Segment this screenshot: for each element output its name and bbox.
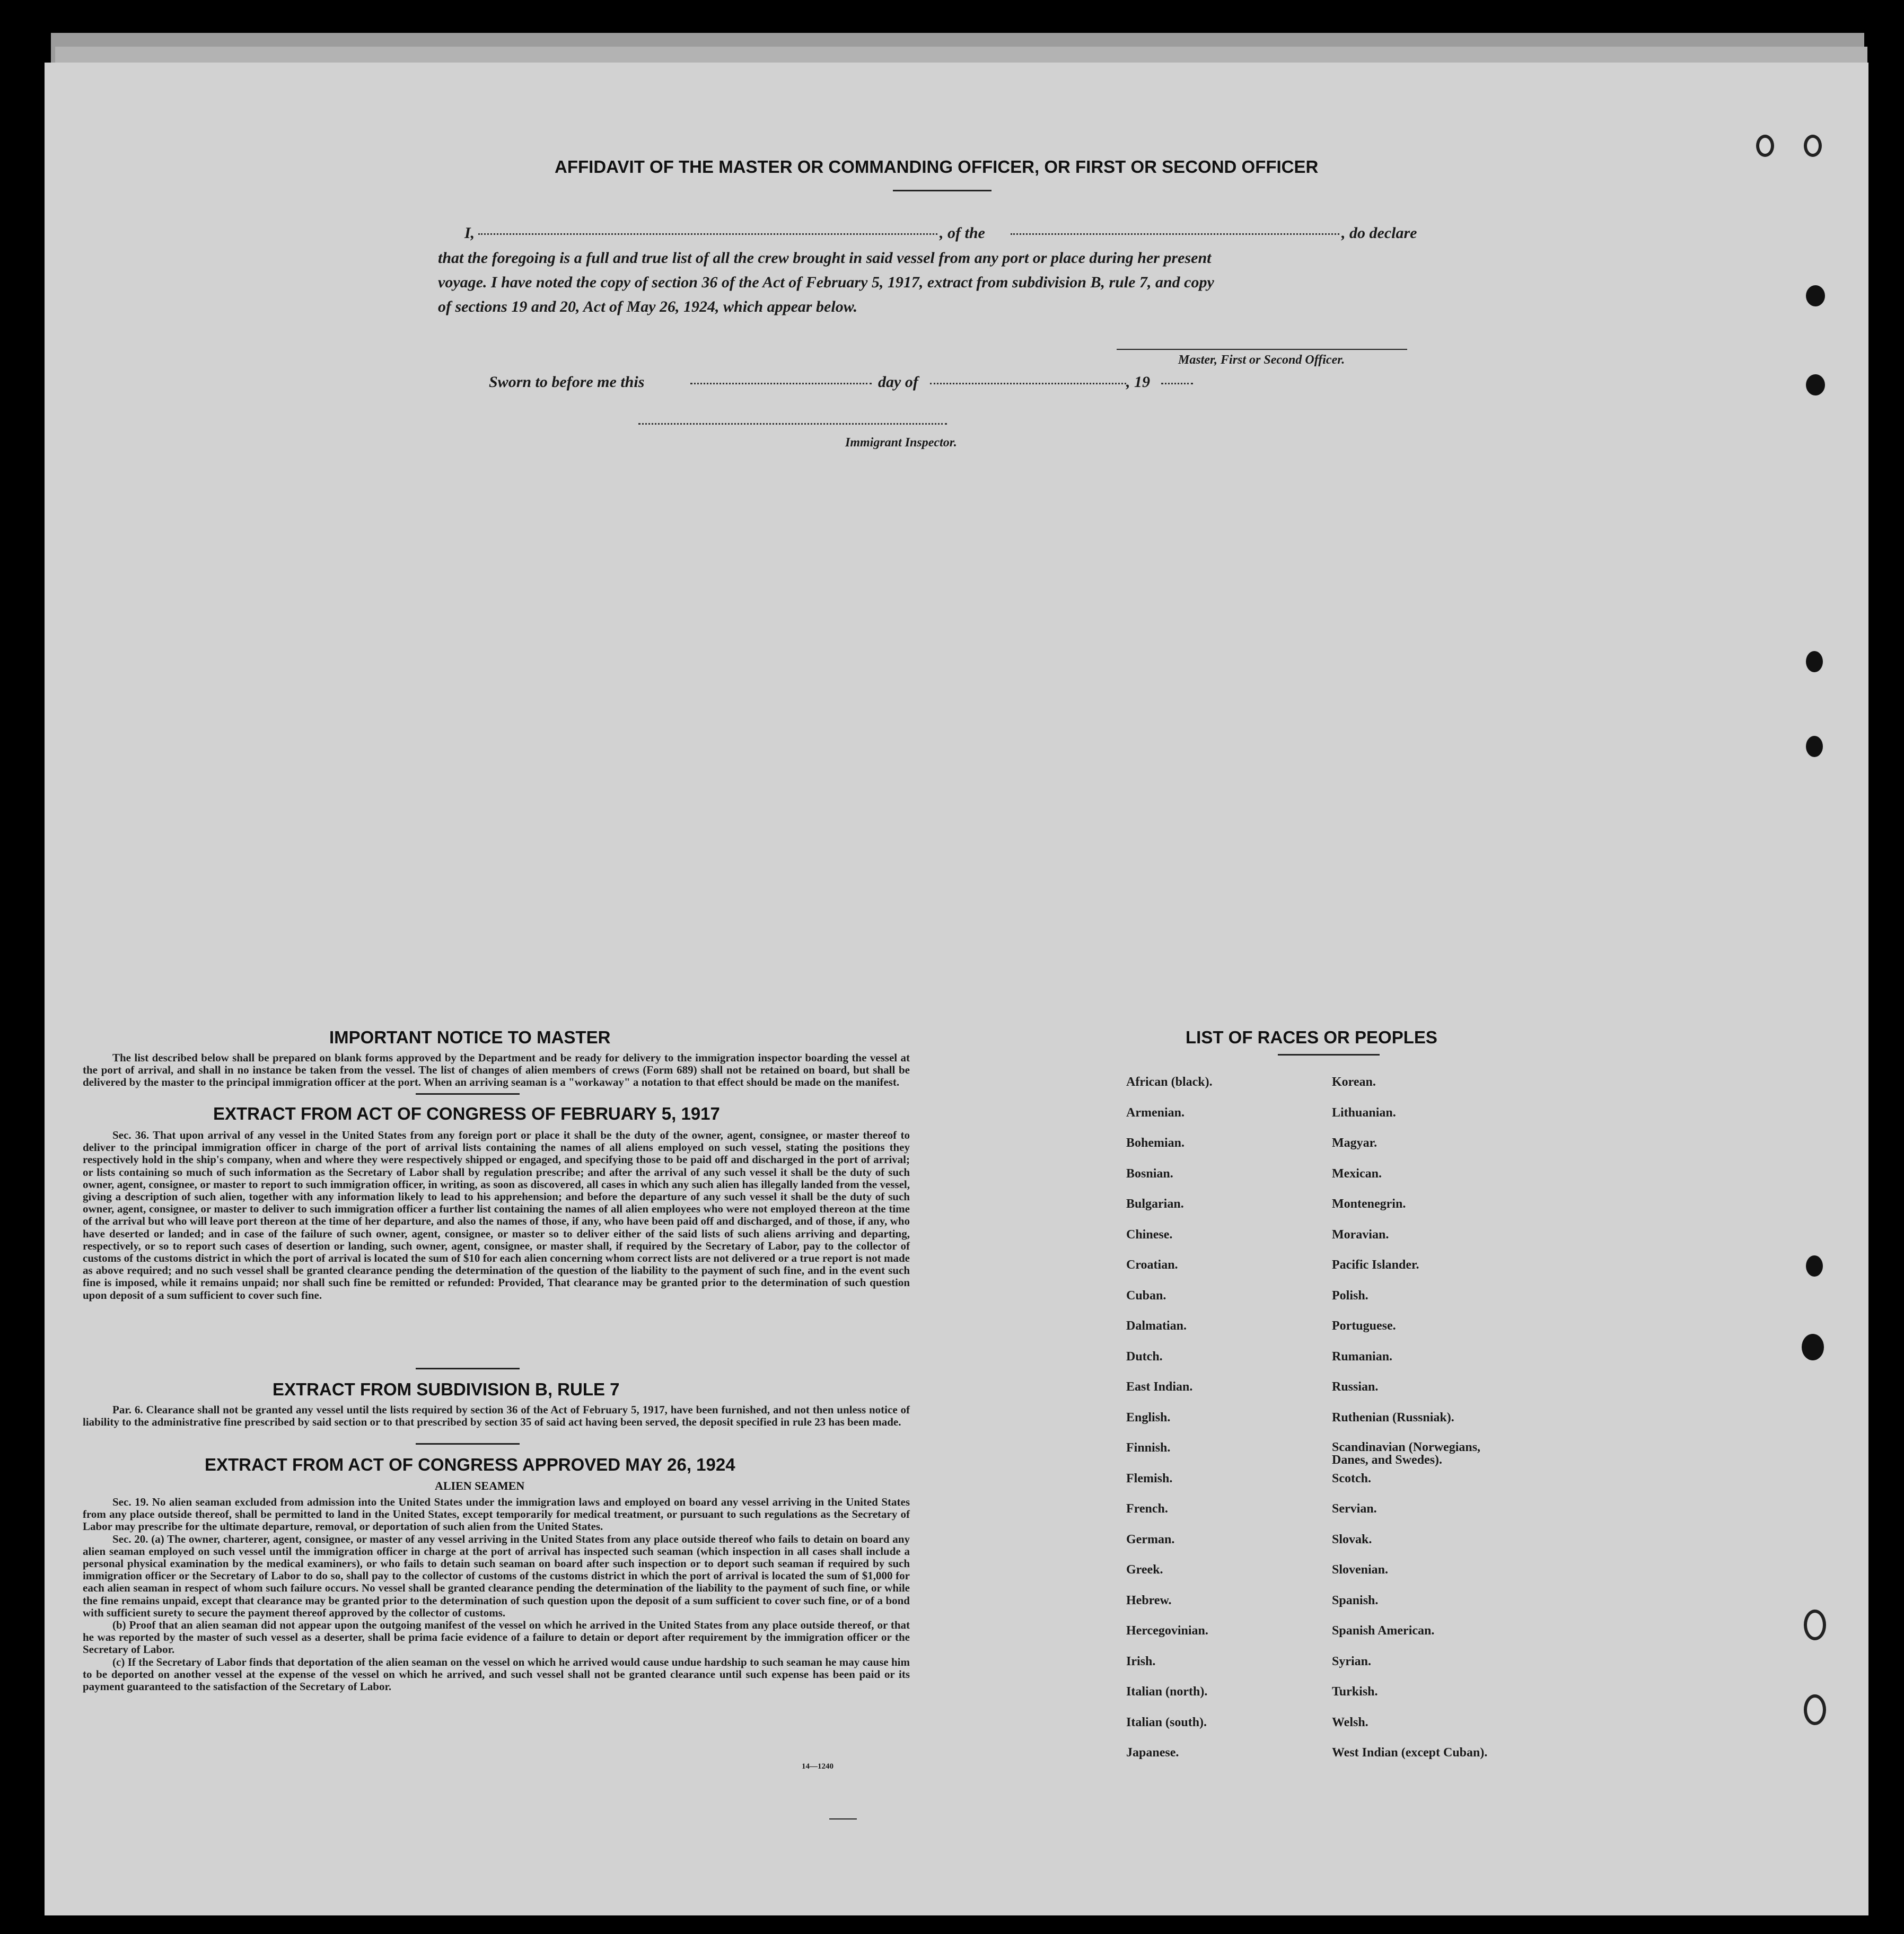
race-entry: Polish. bbox=[1332, 1288, 1368, 1303]
section-20b: (b) Proof that an alien seaman did not appear upon the outgoing manifest of the vessel on which he arrived in the United States from any place outside thereof, or that he was reported by the master of such vessel as a deserter, shall be prima facie evidence of a failure to detain or deport after requirement by the immigration officer or the Secretary of Labor. bbox=[83, 1619, 910, 1656]
race-entry: Scandinavian (Norwegians, Danes, and Swedes). bbox=[1332, 1440, 1481, 1467]
race-entry: Flemish. bbox=[1126, 1471, 1173, 1485]
section-20c: (c) If the Secretary of Labor finds that deportation of the alien seaman on the vessel on which he arrived would cause undue hardship to such seaman he may cause him to be deported on another vessel at the expense of the vessel on which he arrived, and such vessel shall not be granted clearance until such expense has been paid or its payment guaranteed to the satisfaction of the Secretary of Labor. bbox=[83, 1655, 910, 1693]
punch-hole bbox=[1804, 135, 1822, 157]
sworn-month-blank[interactable] bbox=[930, 383, 1126, 384]
notice-heading: IMPORTANT NOTICE TO MASTER bbox=[329, 1027, 611, 1047]
race-entry: Armenian. bbox=[1126, 1105, 1184, 1120]
punch-hole bbox=[1802, 1334, 1824, 1360]
race-entry: West Indian (except Cuban). bbox=[1332, 1746, 1488, 1760]
inspector-signature-line[interactable] bbox=[638, 423, 947, 425]
affidavit-line2: that the foregoing is a full and true list of all the crew brought in said vessel from any port or place during her present bbox=[438, 249, 1212, 267]
punch-hole bbox=[1804, 1694, 1826, 1725]
race-entry: Croatian. bbox=[1126, 1258, 1178, 1272]
form-number: 14—1240 bbox=[802, 1762, 833, 1771]
inspector-label: Immigrant Inspector. bbox=[845, 436, 957, 450]
race-entry: Russian. bbox=[1332, 1380, 1379, 1394]
race-entry: Pacific Islander. bbox=[1332, 1258, 1419, 1272]
punch-hole bbox=[1806, 1255, 1823, 1277]
section-20a: Sec. 20. (a) The owner, charterer, agent, consignee, or master of any vessel arriving in the United States from any place outside thereof who fails to detain on board any alien seaman employed on such vessel until the immigration officer in charge at the port of arrival has inspected such seaman (which inspection in all cases shall include a personal physical examination by the medical examiners), or who fails to detain such seaman on board after such inspection or to deport such seaman if required by such immigration officer or the Secretary of Labor to do so, shall pay to the collector of customs of the customs district in which the port of arrival is located the sum of $1,000 for each alien seaman in respect of whom such failure occurs. No vessel shall be granted clearance pending the determination of the liability to the payment of such fine, or while the fine remains unpaid, except that clearance may be granted prior to the determination of such question upon the deposit of a sum sufficient to cover such fine, or of a bond with sufficient surety to secure the payment thereof approved by the collector of customs. bbox=[83, 1532, 910, 1619]
master-signature-label: Master, First or Second Officer. bbox=[1178, 353, 1345, 367]
race-entry: Portuguese. bbox=[1332, 1319, 1396, 1333]
punch-hole bbox=[1804, 1610, 1826, 1640]
affidavit-line1-start: I, bbox=[464, 224, 475, 242]
extract-1924-text bbox=[83, 1496, 910, 1693]
punch-hole bbox=[1806, 651, 1823, 672]
sworn-day-blank[interactable] bbox=[690, 383, 872, 384]
race-entry: Scotch. bbox=[1332, 1471, 1371, 1485]
race-entry: Chinese. bbox=[1126, 1227, 1173, 1242]
race-entry: Slovenian. bbox=[1332, 1563, 1389, 1577]
race-entry: Mexican. bbox=[1332, 1166, 1382, 1181]
affidavit-line4: of sections 19 and 20, Act of May 26, 1924, which appear below. bbox=[438, 298, 858, 315]
extract-rule7-heading: EXTRACT FROM SUBDIVISION B, RULE 7 bbox=[273, 1379, 620, 1399]
punch-hole bbox=[1806, 374, 1825, 395]
race-entry: French. bbox=[1126, 1502, 1168, 1516]
race-entry: Bosnian. bbox=[1126, 1166, 1173, 1181]
race-entry: Dalmatian. bbox=[1126, 1319, 1187, 1333]
race-entry: Spanish. bbox=[1332, 1593, 1379, 1607]
race-entry: Lithuanian. bbox=[1332, 1105, 1396, 1120]
master-signature-line[interactable] bbox=[1117, 349, 1407, 350]
race-entry: Servian. bbox=[1332, 1502, 1377, 1516]
race-entry: Hebrew. bbox=[1126, 1593, 1172, 1607]
race-entry: Ruthenian (Russniak). bbox=[1332, 1410, 1454, 1425]
race-entry: East Indian. bbox=[1126, 1380, 1193, 1394]
races-heading: LIST OF RACES OR PEOPLES bbox=[1186, 1027, 1437, 1047]
extract-1924-heading: EXTRACT FROM ACT OF CONGRESS APPROVED MAY 26, 1924 bbox=[205, 1455, 735, 1474]
race-entry: Magyar. bbox=[1332, 1136, 1377, 1150]
race-entry: Syrian. bbox=[1332, 1654, 1372, 1668]
alien-seamen-subheading: ALIEN SEAMEN bbox=[435, 1479, 525, 1492]
race-entry: Spanish American. bbox=[1332, 1624, 1435, 1638]
affidavit-line1-end: , do declare bbox=[1341, 224, 1417, 242]
form-sheet bbox=[45, 63, 1868, 1915]
section-19: Sec. 19. No alien seaman excluded from admission into the United States under the immigration laws and employed on board any vessel arriving in the United States from any place outside thereof, shall be permitted to land in the United States, except temporarily for medical treatment, or pursuant to such regulations as the Secretary of Labor may prescribe for the ultimate departure, removal, or deportation of such alien from the United States. bbox=[83, 1496, 910, 1533]
heading-rule bbox=[893, 190, 992, 191]
notice-text: The list described below shall be prepared on blank forms approved by the Department and be ready for delivery to the immigration inspector boarding the vessel at the port of arrival, and shall in no instance be taken from the vessel. The list of changes of alien members of crews (Form 689) shall not be retained on board, but shall be delivered by the master to the principal immigration officer at the port. When an arriving seaman is a "workaway" a notation to that effect should be made on the manifest. bbox=[83, 1051, 910, 1089]
race-entry: Hercegovinian. bbox=[1126, 1624, 1208, 1638]
race-entry: Slovak. bbox=[1332, 1532, 1372, 1546]
race-entry: Bulgarian. bbox=[1126, 1197, 1184, 1211]
race-entry: Moravian. bbox=[1332, 1227, 1389, 1242]
sworn-day-label: day of bbox=[878, 373, 918, 391]
sworn-year-label: , 19 bbox=[1126, 373, 1150, 391]
race-entry: Cuban. bbox=[1126, 1288, 1166, 1303]
affidavit-line1-mid: , of the bbox=[940, 224, 985, 242]
race-entry: Italian (south). bbox=[1126, 1715, 1207, 1729]
race-entry: Greek. bbox=[1126, 1563, 1163, 1577]
race-entry: Dutch. bbox=[1126, 1349, 1163, 1364]
section-rule bbox=[416, 1443, 520, 1445]
sworn-year-blank[interactable] bbox=[1161, 383, 1193, 384]
affidavit-heading: AFFIDAVIT OF THE MASTER OR COMMANDING OFFICER, OR FIRST OR SECOND OFFICER bbox=[555, 157, 1319, 177]
race-entry: Italian (north). bbox=[1126, 1685, 1208, 1699]
punch-hole bbox=[1756, 135, 1774, 157]
sworn-text: Sworn to before me this bbox=[489, 373, 645, 391]
section-rule bbox=[416, 1368, 520, 1369]
section-rule bbox=[416, 1093, 520, 1095]
races-rule bbox=[1278, 1054, 1380, 1056]
race-entry: Korean. bbox=[1332, 1075, 1376, 1089]
extract-1917-heading: EXTRACT FROM ACT OF CONGRESS OF FEBRUARY 5, 1917 bbox=[213, 1104, 720, 1123]
race-entry: Rumanian. bbox=[1332, 1349, 1393, 1364]
race-entry: Irish. bbox=[1126, 1654, 1156, 1668]
race-entry: Finnish. bbox=[1126, 1441, 1171, 1455]
race-entry: Turkish. bbox=[1332, 1685, 1378, 1699]
punch-hole bbox=[1806, 285, 1825, 306]
punch-hole bbox=[1806, 736, 1823, 757]
race-entry: Bohemian. bbox=[1126, 1136, 1185, 1150]
extract-1917-text: Sec. 36. That upon arrival of any vessel in the United States from any foreign port or place it shall be the duty of the owner, agent, consignee, or master thereof to deliver to the principal immigration officer in charge of the port of arrival lists containing the names of all aliens employed on such vessel, stating the positions they respectively hold in the ship's company, when and where they were respectively shipped or engaged, and specifying those to be paid off and discharged in the port of arrival; or lists containing so much of such information as the Secretary of Labor shall by regulation prescribe; and after the arrival of any such vessel it shall be the duty of such owner, agent, consignee, or master to report to such immigration officer, in writing, as soon as discovered, all cases in which any such alien has illegally landed from the vessel, giving a description of such alien, together with any information likely to lead to his apprehension; and before the departure of any such vessel it shall be the duty of such owner, agent, consignee, or master to deliver to such immigration officer a further list containing the names of all alien employees who were not employed thereon at the time of the arrival but who will leave port thereon at the time of her departure, and also the names of those, if any, who have been paid off and discharged, and of those, if any, who have deserted or landed; and in case of the failure of such owner, agent, consignee, or master so to deliver either of the said lists of such aliens arriving and departing, respectively, or so to report such cases of desertion or landing, such owner, agent, consignee, or master shall, if required by the Secretary of Labor, pay to the collector of customs of the customs district in which the port of arrival is located the sum of $10 for each alien concerning whom correct lists are not delivered or a true report is not made as above required; and no such vessel shall be granted clearance pending the determination of the question of the liability to the payment of such fine, and in the event such fine is imposed, while it remains unpaid; nor shall such fine be remitted or refunded: Provided, That clearance may be granted prior to the determination of such question upon deposit of a sum sufficient to cover such fine. bbox=[83, 1129, 910, 1302]
vessel-blank[interactable] bbox=[1011, 233, 1339, 235]
race-entry: German. bbox=[1126, 1532, 1175, 1546]
affidavit-line3: voyage. I have noted the copy of section 36 of the Act of February 5, 1917, extract from subdivision B, rule 7, and copy bbox=[438, 274, 1214, 291]
extract-rule7-text: Par. 6. Clearance shall not be granted any vessel until the lists required by section 36 of the Act of February 5, 1917, have been furnished, and not then unless notice of liability to the administrative fine prescribed by said section or to that prescribed by section 35 of said act having been served, the deposit specified in rule 23 has been made. bbox=[83, 1403, 910, 1429]
race-entry: African (black). bbox=[1126, 1075, 1213, 1089]
race-entry: English. bbox=[1126, 1410, 1171, 1425]
race-entry: Japanese. bbox=[1126, 1746, 1179, 1760]
race-entry: Welsh. bbox=[1332, 1715, 1368, 1729]
race-entry: Montenegrin. bbox=[1332, 1197, 1406, 1211]
bottom-rule bbox=[829, 1818, 857, 1819]
name-blank[interactable] bbox=[478, 233, 937, 235]
